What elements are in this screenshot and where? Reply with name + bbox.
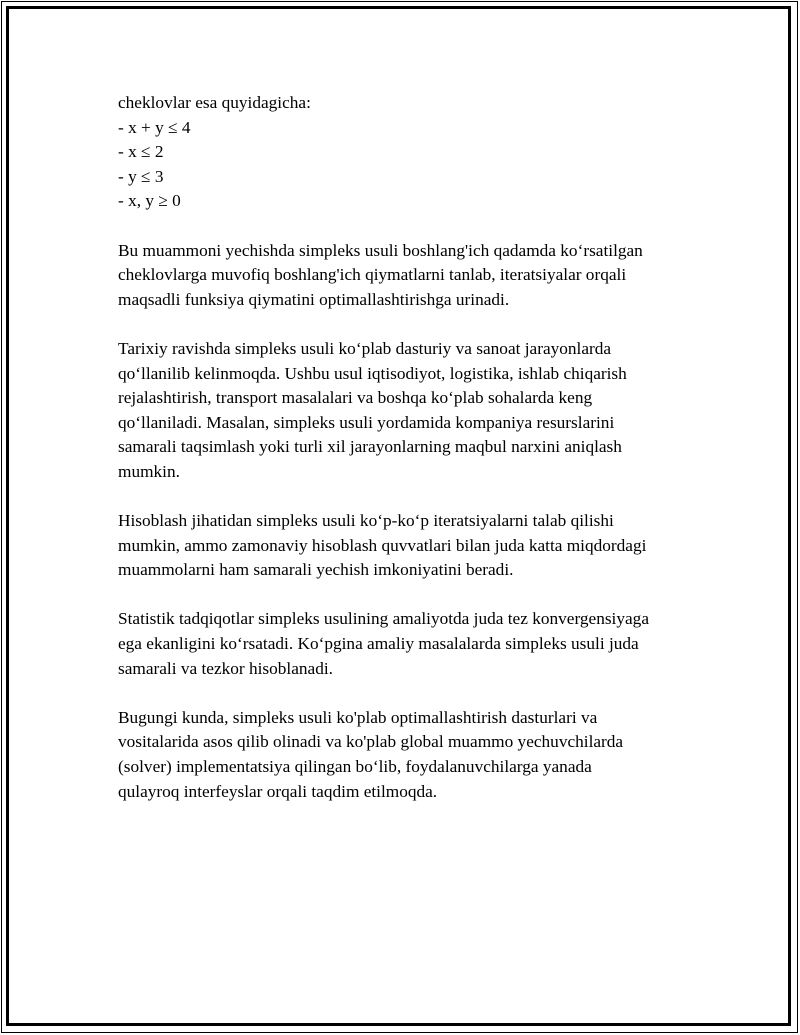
paragraph-line: samarali va tezkor hisoblanadi. — [118, 658, 333, 678]
paragraph-line: Statistik tadqiqotlar simpleks usulining amaliyotda juda tez konvergensiyaga — [118, 609, 649, 629]
paragraph-line: vositalarida asos qilib olinadi va ko'plab global muammo yechuvchilarda — [118, 732, 624, 752]
paragraph-line: mumkin. — [118, 461, 180, 481]
paragraph-line: cheklovlarga muvofiq boshlang'ich qiymatlarni tanlab, iteratsiyalar orqali — [118, 265, 627, 285]
paragraph-line: ega ekanligini ko‘rsatadi. Ko‘pgina amaliy masalalarda simpleks usuli juda — [118, 634, 639, 654]
paragraph-line: mumkin, ammo zamonaviy hisoblash quvvatlari bilan juda katta miqdordagi — [118, 535, 647, 555]
paragraph-line: muammolarni ham samarali yechish imkoniyatini beradi. — [118, 560, 514, 580]
constraint-line: - x ≤ 2 — [118, 142, 164, 162]
paragraph-simplex-approach — [118, 239, 718, 313]
paragraph-line: qulayroq interfeyslar orqali taqdim etilmoqda. — [118, 781, 438, 801]
constraints-intro: cheklovlar esa quyidagicha: — [118, 93, 311, 112]
paragraph-statistics — [118, 607, 718, 681]
paragraph-line: qo‘llaniladi. Masalan, simpleks usuli yordamida kompaniya resurslarini — [118, 412, 615, 432]
paragraph-computation — [118, 509, 718, 583]
paragraph-line: rejalashtirish, transport masalalari va boshqa ko‘plab sohalarda keng — [118, 388, 593, 408]
paragraph-line: (solver) implementatsiya qilingan bo‘lib, foydalanuvchilarga yanada — [118, 757, 592, 777]
paragraph-line: Bu muammoni yechishda simpleks usuli boshlang'ich qadamda ko‘rsatilgan — [118, 240, 643, 260]
paragraph-today — [118, 706, 718, 804]
paragraph-line: Bugungi kunda, simpleks usuli ko'plab optimallashtirish dasturlari va — [118, 707, 598, 727]
paragraph-line: Tarixiy ravishda simpleks usuli ko‘plab dasturiy va sanoat jarayonlarda — [118, 338, 612, 358]
constraint-line: - x, y ≥ 0 — [118, 191, 181, 211]
constraint-line: - y ≤ 3 — [118, 166, 164, 186]
paragraph-line: Hisoblash jihatidan simpleks usuli ko‘p-ko‘p iteratsiyalarni talab qilishi — [118, 511, 614, 531]
paragraph-line: qo‘llanilib kelinmoqda. Ushbu usul iqtisodiyot, logistika, ishlab chiqarish — [118, 363, 627, 383]
document-body — [118, 91, 718, 804]
constraint-line: - x + y ≤ 4 — [118, 117, 191, 137]
paragraph-line: samarali taqsimlash yoki turli xil jarayonlarning maqbul narxini aniqlash — [118, 437, 622, 457]
paragraph-history — [118, 337, 718, 485]
constraints-block — [118, 91, 718, 214]
paragraph-line: maqsadli funksiya qiymatini optimallashtirishga urinadi. — [118, 289, 510, 309]
